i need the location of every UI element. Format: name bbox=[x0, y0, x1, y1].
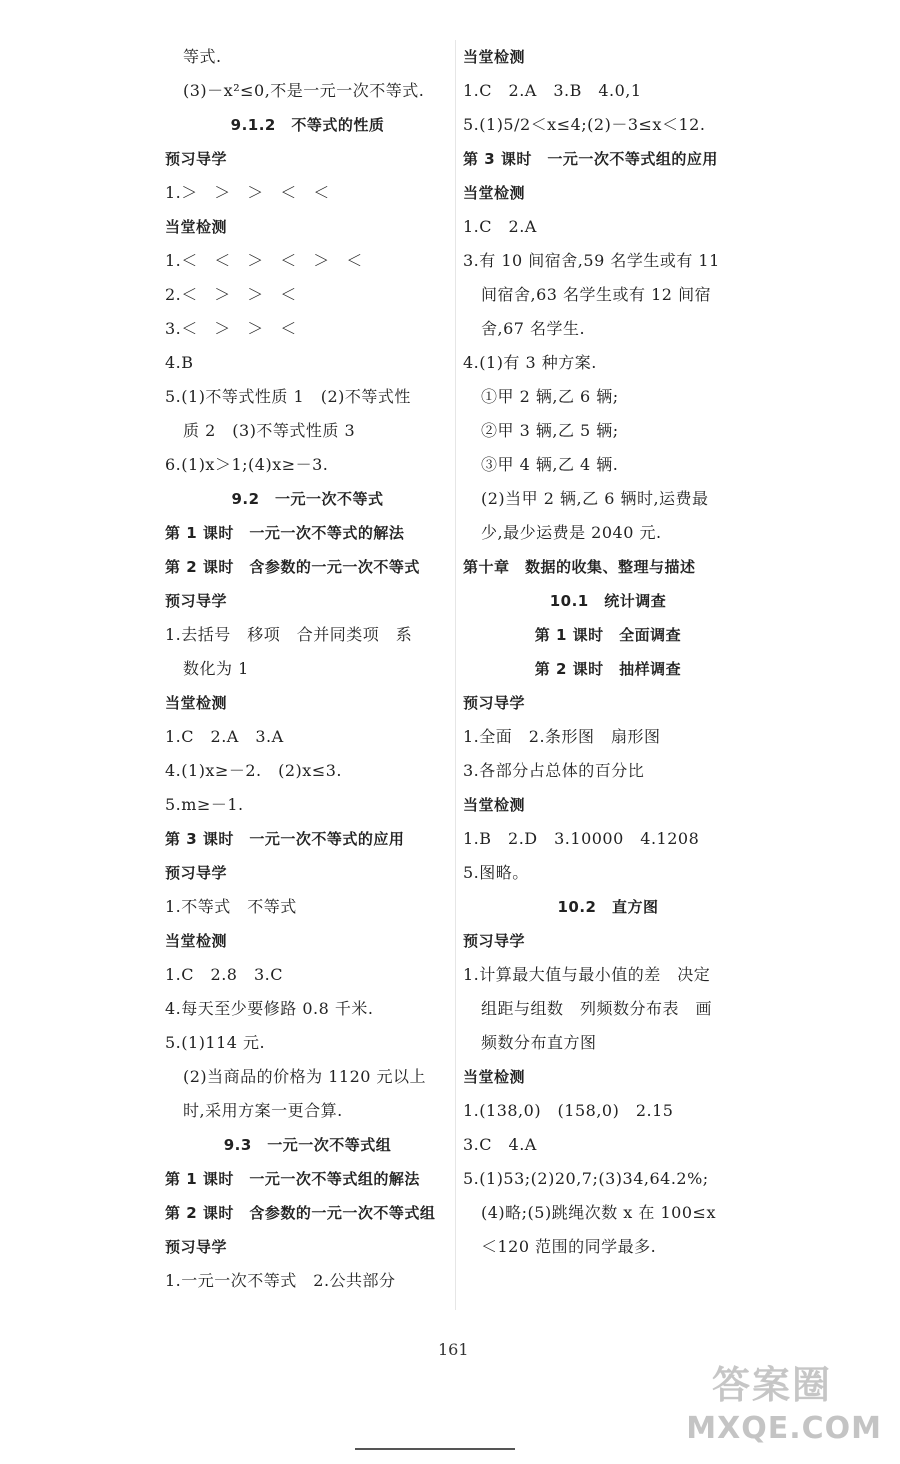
left-line: 第 1 课时 一元一次不等式组的解法 bbox=[165, 1170, 420, 1188]
left-line: 预习导学 bbox=[165, 592, 228, 610]
left-line: (2)当商品的价格为 1120 元以上 bbox=[183, 1067, 427, 1086]
right-line: 1.(138,0) (158,0) 2.15 bbox=[463, 1101, 674, 1120]
right-line: 少,最少运费是 2040 元. bbox=[481, 523, 662, 542]
right-line: 当堂检测 bbox=[463, 1068, 526, 1086]
left-line: 3.＜ ＞ ＞ ＜ bbox=[165, 319, 297, 338]
left-line: 等式. bbox=[183, 47, 222, 66]
right-line: 舍,67 名学生. bbox=[481, 319, 586, 338]
left-line: 第 2 课时 含参数的一元一次不等式 bbox=[165, 558, 420, 576]
right-line: (4)略;(5)跳绳次数 x 在 100≤x bbox=[481, 1203, 716, 1222]
right-line: 当堂检测 bbox=[463, 184, 526, 202]
left-line: 6.(1)x＞1;(4)x≥－3. bbox=[165, 455, 329, 474]
left-line: 1.＜ ＜ ＞ ＜ ＞ ＜ bbox=[165, 251, 363, 270]
right-line: 第 3 课时 一元一次不等式组的应用 bbox=[463, 150, 718, 168]
left-line: 预习导学 bbox=[165, 150, 228, 168]
left-line: 5.m≥－1. bbox=[165, 795, 244, 814]
watermark-logo bbox=[712, 1354, 882, 1407]
right-line: ＜120 范围的同学最多. bbox=[481, 1237, 657, 1256]
left-line: 4.(1)x≥－2. (2)x≤3. bbox=[165, 761, 342, 780]
left-line: 第 3 课时 一元一次不等式的应用 bbox=[165, 830, 405, 848]
right-line: 第 1 课时 全面调查 bbox=[534, 626, 682, 644]
left-line: 当堂检测 bbox=[165, 694, 228, 712]
right-line: 3.C 4.A bbox=[463, 1135, 537, 1154]
left-line: 9.3 一元一次不等式组 bbox=[223, 1136, 392, 1154]
right-line: 第 2 课时 抽样调查 bbox=[534, 660, 682, 678]
watermark-url: MXQE.COM bbox=[686, 1411, 882, 1446]
column-divider bbox=[455, 40, 456, 1310]
right-line: 第十章 数据的收集、整理与描述 bbox=[463, 558, 696, 576]
left-line: 2.＜ ＞ ＞ ＜ bbox=[165, 285, 297, 304]
right-line: 当堂检测 bbox=[463, 48, 526, 66]
left-line: 数化为 1 bbox=[183, 659, 249, 678]
left-line: 1.去括号 移项 合并同类项 系 bbox=[165, 625, 413, 644]
left-line: 第 2 课时 含参数的一元一次不等式组 bbox=[165, 1204, 436, 1222]
watermark-text: 答案圈 bbox=[712, 1363, 833, 1407]
right-line: 5.(1)53;(2)20,7;(3)34,64.2%; bbox=[463, 1169, 709, 1188]
right-line: 频数分布直方图 bbox=[481, 1033, 597, 1052]
left-line: 1.C 2.8 3.C bbox=[165, 965, 283, 984]
right-line: ②甲 3 辆,乙 5 辆; bbox=[481, 421, 619, 440]
right-line: 5.图略。 bbox=[463, 863, 529, 882]
scan-line bbox=[355, 1448, 515, 1450]
page-number: 161 bbox=[438, 1340, 469, 1359]
left-line: 当堂检测 bbox=[165, 932, 228, 950]
left-line: 5.(1)不等式性质 1 (2)不等式性 bbox=[165, 387, 411, 406]
left-line: 5.(1)114 元. bbox=[165, 1033, 266, 1052]
right-line: 10.1 统计调查 bbox=[549, 592, 667, 610]
left-line: 质 2 (3)不等式性质 3 bbox=[183, 421, 356, 440]
left-line: 1.不等式 不等式 bbox=[165, 897, 297, 916]
right-line: 4.(1)有 3 种方案. bbox=[463, 353, 597, 372]
left-line: 9.2 一元一次不等式 bbox=[231, 490, 384, 508]
left-line: 1.＞ ＞ ＞ ＜ ＜ bbox=[165, 183, 330, 202]
left-line: 1.C 2.A 3.A bbox=[165, 727, 284, 746]
left-line: 4.每天至少要修路 0.8 千米. bbox=[165, 999, 374, 1018]
right-line: ①甲 2 辆,乙 6 辆; bbox=[481, 387, 619, 406]
right-answer-column bbox=[463, 40, 753, 1264]
left-line: 1.一元一次不等式 2.公共部分 bbox=[165, 1271, 396, 1290]
right-line: 预习导学 bbox=[463, 932, 526, 950]
right-line: 3.各部分占总体的百分比 bbox=[463, 761, 645, 780]
right-line: (2)当甲 2 辆,乙 6 辆时,运费最 bbox=[481, 489, 709, 508]
left-line: (3)－x²≤0,不是一元一次不等式. bbox=[183, 81, 425, 100]
left-line: 时,采用方案一更合算. bbox=[183, 1101, 343, 1120]
right-line: 1.C 2.A bbox=[463, 217, 537, 236]
right-line: 1.C 2.A 3.B 4.0,1 bbox=[463, 81, 642, 100]
right-line: 当堂检测 bbox=[463, 796, 526, 814]
right-line: 1.计算最大值与最小值的差 决定 bbox=[463, 965, 711, 984]
right-line: 预习导学 bbox=[463, 694, 526, 712]
right-line: 5.(1)5/2＜x≤4;(2)－3≤x＜12. bbox=[463, 115, 706, 134]
right-line: 3.有 10 间宿舍,59 名学生或有 11 bbox=[463, 251, 720, 270]
left-line: 当堂检测 bbox=[165, 218, 228, 236]
right-line: 组距与组数 列频数分布表 画 bbox=[481, 999, 713, 1018]
left-line: 预习导学 bbox=[165, 1238, 228, 1256]
left-line: 9.1.2 不等式的性质 bbox=[230, 116, 385, 134]
right-line: 1.全面 2.条形图 扇形图 bbox=[463, 727, 661, 746]
right-line: 1.B 2.D 3.10000 4.1208 bbox=[463, 829, 700, 848]
right-line: 间宿舍,63 名学生或有 12 间宿 bbox=[481, 285, 712, 304]
left-line: 预习导学 bbox=[165, 864, 228, 882]
right-line: 10.2 直方图 bbox=[557, 898, 659, 916]
left-answer-column bbox=[165, 40, 450, 1298]
right-line: ③甲 4 辆,乙 4 辆. bbox=[481, 455, 619, 474]
left-line: 4.B bbox=[165, 353, 194, 372]
left-line: 第 1 课时 一元一次不等式的解法 bbox=[165, 524, 405, 542]
